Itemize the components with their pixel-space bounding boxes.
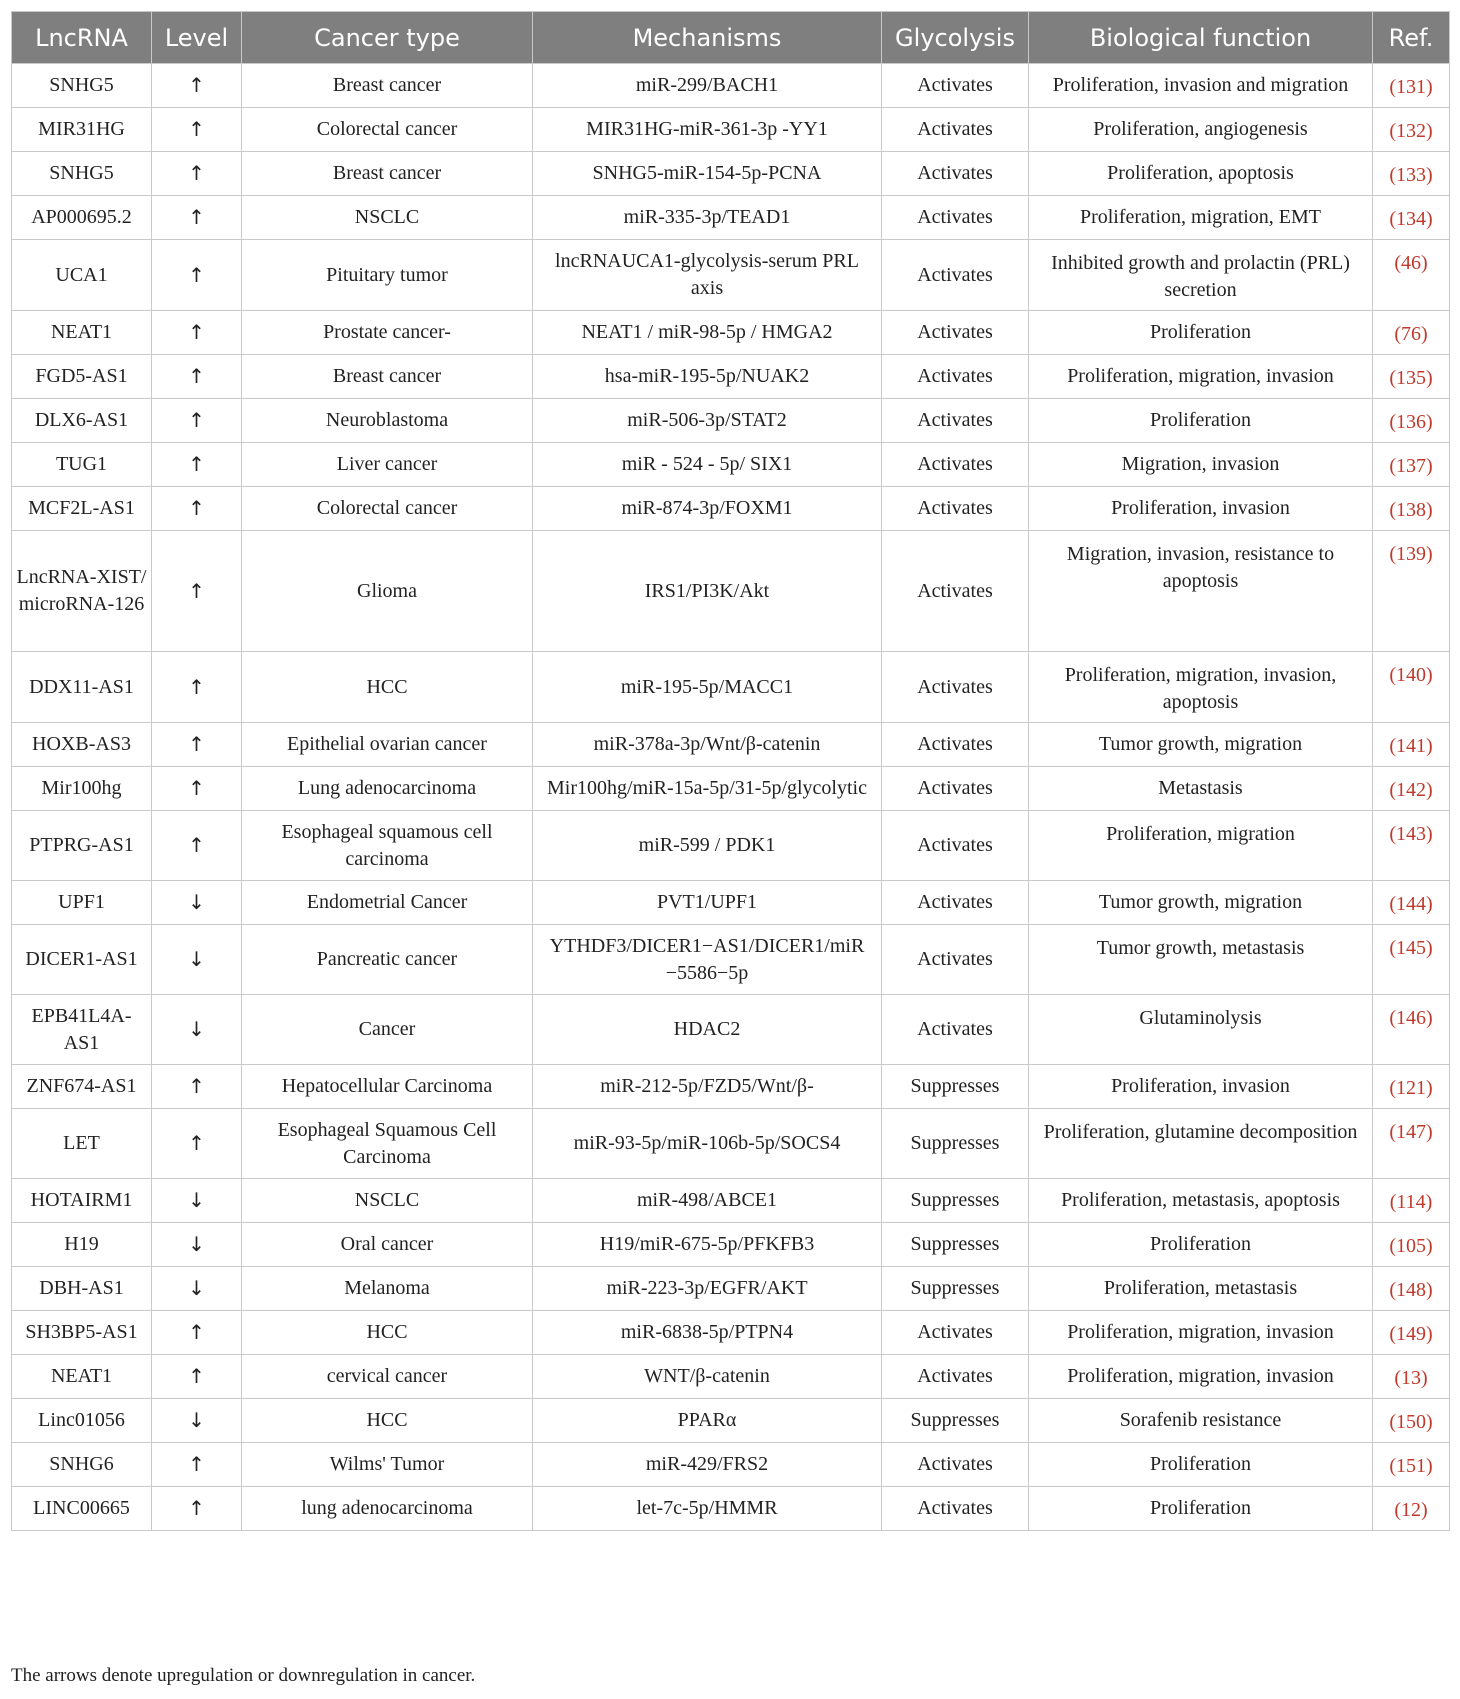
cell-ref: (132) — [1373, 108, 1450, 152]
cell-glycolysis: Activates — [882, 1443, 1029, 1487]
cell-mechanism: miR-195-5p/MACC1 — [533, 652, 882, 723]
cell-biological-function: Proliferation, migration, invasion, apoptosis — [1029, 652, 1373, 723]
cell-ref: (143) — [1373, 811, 1450, 881]
cell-level: ↑ — [152, 355, 242, 399]
cell-glycolysis: Suppresses — [882, 1109, 1029, 1179]
cell-ref: (151) — [1373, 1443, 1450, 1487]
cell-level: ↑ — [152, 1487, 242, 1531]
cell-cancer-type: HCC — [242, 1399, 533, 1443]
table-row — [12, 995, 1450, 1065]
cell-biological-function: Migration, invasion, resistance to apoptosis — [1029, 531, 1373, 652]
cell-ref: (133) — [1373, 152, 1450, 196]
cell-ref: (148) — [1373, 1267, 1450, 1311]
table-row — [12, 811, 1450, 881]
cell-cancer-type: Colorectal cancer — [242, 487, 533, 531]
cell-ref: (105) — [1373, 1223, 1450, 1267]
table-footnote: The arrows denote upregulation or downregulation in cancer. — [11, 1665, 476, 1686]
cell-mechanism: lncRNAUCA1-glycolysis-serum PRL axis — [533, 240, 882, 311]
table-row — [12, 64, 1450, 108]
table-row — [12, 881, 1450, 925]
header-glycolysis: Glycolysis — [882, 12, 1029, 64]
cell-glycolysis: Activates — [882, 811, 1029, 881]
cell-glycolysis: Activates — [882, 925, 1029, 995]
cell-lncrna: MIR31HG — [12, 108, 152, 152]
cell-lncrna: HOTAIRM1 — [12, 1179, 152, 1223]
cell-mechanism: miR-212-5p/FZD5/Wnt/β- — [533, 1065, 882, 1109]
cell-mechanism: HDAC2 — [533, 995, 882, 1065]
cell-glycolysis: Activates — [882, 652, 1029, 723]
cell-glycolysis: Activates — [882, 1355, 1029, 1399]
cell-ref: (140) — [1373, 652, 1450, 723]
cell-level: ↑ — [152, 1065, 242, 1109]
cell-lncrna: LET — [12, 1109, 152, 1179]
cell-glycolysis: Activates — [882, 108, 1029, 152]
cell-glycolysis: Activates — [882, 995, 1029, 1065]
cell-lncrna: SH3BP5-AS1 — [12, 1311, 152, 1355]
cell-level: ↑ — [152, 723, 242, 767]
cell-glycolysis: Activates — [882, 399, 1029, 443]
cell-ref: (137) — [1373, 443, 1450, 487]
cell-cancer-type: Endometrial Cancer — [242, 881, 533, 925]
cell-cancer-type: HCC — [242, 1311, 533, 1355]
table-row — [12, 355, 1450, 399]
cell-cancer-type: Colorectal cancer — [242, 108, 533, 152]
table-row — [12, 1355, 1450, 1399]
cell-glycolysis: Activates — [882, 1487, 1029, 1531]
cell-ref: (13) — [1373, 1355, 1450, 1399]
cell-lncrna: HOXB-AS3 — [12, 723, 152, 767]
cell-level: ↑ — [152, 1109, 242, 1179]
cell-biological-function: Proliferation, migration, EMT — [1029, 196, 1373, 240]
table-row — [12, 767, 1450, 811]
cell-biological-function: Proliferation, angiogenesis — [1029, 108, 1373, 152]
table-row — [12, 487, 1450, 531]
cell-lncrna: UPF1 — [12, 881, 152, 925]
cell-level: ↓ — [152, 881, 242, 925]
cell-glycolysis: Activates — [882, 196, 1029, 240]
cell-biological-function: Proliferation, invasion and migration — [1029, 64, 1373, 108]
cell-glycolysis: Activates — [882, 240, 1029, 311]
cell-glycolysis: Activates — [882, 1311, 1029, 1355]
cell-lncrna: FGD5-AS1 — [12, 355, 152, 399]
table-row — [12, 196, 1450, 240]
cell-mechanism: PVT1/UPF1 — [533, 881, 882, 925]
table-row — [12, 925, 1450, 995]
table-row — [12, 1065, 1450, 1109]
cell-biological-function: Proliferation, glutamine decomposition — [1029, 1109, 1373, 1179]
header-lncrna: LncRNA — [12, 12, 152, 64]
cell-level: ↑ — [152, 399, 242, 443]
header-level: Level — [152, 12, 242, 64]
cell-glycolysis: Suppresses — [882, 1399, 1029, 1443]
cell-cancer-type: Esophageal Squamous Cell Carcinoma — [242, 1109, 533, 1179]
cell-cancer-type: HCC — [242, 652, 533, 723]
cell-biological-function: Proliferation, invasion — [1029, 1065, 1373, 1109]
cell-level: ↑ — [152, 443, 242, 487]
cell-cancer-type: Cancer — [242, 995, 533, 1065]
cell-mechanism: miR-506-3p/STAT2 — [533, 399, 882, 443]
cell-level: ↑ — [152, 487, 242, 531]
cell-lncrna: LncRNA-XIST/ microRNA-126 — [12, 531, 152, 652]
table-row — [12, 240, 1450, 311]
cell-biological-function: Proliferation — [1029, 1443, 1373, 1487]
table-row — [12, 1109, 1450, 1179]
cell-cancer-type: Breast cancer — [242, 355, 533, 399]
cell-ref: (139) — [1373, 531, 1450, 652]
cell-biological-function: Migration, invasion — [1029, 443, 1373, 487]
header-ref: Ref. — [1373, 12, 1450, 64]
cell-lncrna: EPB41L4A-AS1 — [12, 995, 152, 1065]
cell-lncrna: SNHG5 — [12, 152, 152, 196]
cell-level: ↑ — [152, 152, 242, 196]
cell-level: ↑ — [152, 1355, 242, 1399]
cell-ref: (146) — [1373, 995, 1450, 1065]
cell-biological-function: Glutaminolysis — [1029, 995, 1373, 1065]
cell-glycolysis: Activates — [882, 443, 1029, 487]
cell-glycolysis: Suppresses — [882, 1223, 1029, 1267]
table-row — [12, 531, 1450, 652]
table-row — [12, 652, 1450, 723]
cell-cancer-type: NSCLC — [242, 196, 533, 240]
cell-biological-function: Inhibited growth and prolactin (PRL) secretion — [1029, 240, 1373, 311]
cell-cancer-type: Epithelial ovarian cancer — [242, 723, 533, 767]
cell-glycolysis: Suppresses — [882, 1267, 1029, 1311]
table-row — [12, 1223, 1450, 1267]
cell-mechanism: SNHG5-miR-154-5p-PCNA — [533, 152, 882, 196]
cell-lncrna: DBH-AS1 — [12, 1267, 152, 1311]
cell-mechanism: miR-335-3p/TEAD1 — [533, 196, 882, 240]
cell-glycolysis: Activates — [882, 881, 1029, 925]
cell-level: ↑ — [152, 1443, 242, 1487]
cell-glycolysis: Activates — [882, 767, 1029, 811]
cell-cancer-type: cervical cancer — [242, 1355, 533, 1399]
cell-mechanism: NEAT1 / miR-98-5p / HMGA2 — [533, 311, 882, 355]
cell-biological-function: Proliferation, migration — [1029, 811, 1373, 881]
cell-cancer-type: Breast cancer — [242, 64, 533, 108]
cell-biological-function: Proliferation, metastasis — [1029, 1267, 1373, 1311]
cell-biological-function: Tumor growth, migration — [1029, 723, 1373, 767]
cell-lncrna: SNHG6 — [12, 1443, 152, 1487]
header-biological-function: Biological function — [1029, 12, 1373, 64]
cell-ref: (144) — [1373, 881, 1450, 925]
cell-level: ↑ — [152, 311, 242, 355]
cell-cancer-type: Pituitary tumor — [242, 240, 533, 311]
cell-lncrna: UCA1 — [12, 240, 152, 311]
cell-ref: (141) — [1373, 723, 1450, 767]
cell-mechanism: miR-599 / PDK1 — [533, 811, 882, 881]
cell-lncrna: LINC00665 — [12, 1487, 152, 1531]
header-cancer-type: Cancer type — [242, 12, 533, 64]
cell-mechanism: PPARα — [533, 1399, 882, 1443]
table-row — [12, 1311, 1450, 1355]
table-row — [12, 152, 1450, 196]
cell-cancer-type: Wilms' Tumor — [242, 1443, 533, 1487]
lncrna-table-container — [11, 11, 1449, 1531]
table-row — [12, 311, 1450, 355]
cell-cancer-type: Melanoma — [242, 1267, 533, 1311]
cell-glycolysis: Activates — [882, 487, 1029, 531]
cell-ref: (121) — [1373, 1065, 1450, 1109]
cell-lncrna: TUG1 — [12, 443, 152, 487]
cell-level: ↑ — [152, 64, 242, 108]
cell-glycolysis: Activates — [882, 64, 1029, 108]
cell-cancer-type: lung adenocarcinoma — [242, 1487, 533, 1531]
cell-lncrna: Mir100hg — [12, 767, 152, 811]
cell-biological-function: Proliferation, migration, invasion — [1029, 1311, 1373, 1355]
table-row — [12, 723, 1450, 767]
cell-biological-function: Proliferation — [1029, 1487, 1373, 1531]
cell-biological-function: Sorafenib resistance — [1029, 1399, 1373, 1443]
cell-lncrna: DDX11-AS1 — [12, 652, 152, 723]
table-row — [12, 1487, 1450, 1531]
cell-ref: (12) — [1373, 1487, 1450, 1531]
cell-mechanism: hsa-miR-195-5p/NUAK2 — [533, 355, 882, 399]
cell-mechanism: miR-6838-5p/PTPN4 — [533, 1311, 882, 1355]
cell-ref: (114) — [1373, 1179, 1450, 1223]
cell-ref: (142) — [1373, 767, 1450, 811]
cell-mechanism: miR-429/FRS2 — [533, 1443, 882, 1487]
cell-cancer-type: Neuroblastoma — [242, 399, 533, 443]
cell-ref: (147) — [1373, 1109, 1450, 1179]
cell-level: ↑ — [152, 811, 242, 881]
cell-mechanism: miR-93-5p/miR-106b-5p/SOCS4 — [533, 1109, 882, 1179]
cell-ref: (145) — [1373, 925, 1450, 995]
cell-level: ↑ — [152, 240, 242, 311]
cell-lncrna: AP000695.2 — [12, 196, 152, 240]
cell-cancer-type: Oral cancer — [242, 1223, 533, 1267]
cell-ref: (46) — [1373, 240, 1450, 311]
cell-cancer-type: Breast cancer — [242, 152, 533, 196]
cell-glycolysis: Activates — [882, 152, 1029, 196]
cell-mechanism: miR-223-3p/EGFR/AKT — [533, 1267, 882, 1311]
table-row — [12, 443, 1450, 487]
cell-mechanism: miR - 524 - 5p/ SIX1 — [533, 443, 882, 487]
cell-mechanism: IRS1/PI3K/Akt — [533, 531, 882, 652]
table-row — [12, 399, 1450, 443]
cell-lncrna: Linc01056 — [12, 1399, 152, 1443]
cell-biological-function: Tumor growth, metastasis — [1029, 925, 1373, 995]
cell-level: ↑ — [152, 196, 242, 240]
cell-lncrna: H19 — [12, 1223, 152, 1267]
cell-glycolysis: Activates — [882, 723, 1029, 767]
cell-lncrna: DLX6-AS1 — [12, 399, 152, 443]
cell-cancer-type: NSCLC — [242, 1179, 533, 1223]
cell-mechanism: miR-874-3p/FOXM1 — [533, 487, 882, 531]
header-mechanisms: Mechanisms — [533, 12, 882, 64]
cell-lncrna: ZNF674-AS1 — [12, 1065, 152, 1109]
cell-glycolysis: Activates — [882, 355, 1029, 399]
cell-biological-function: Tumor growth, migration — [1029, 881, 1373, 925]
cell-mechanism: YTHDF3/DICER1−AS1/DICER1/miR −5586−5p — [533, 925, 882, 995]
cell-biological-function: Proliferation, migration, invasion — [1029, 1355, 1373, 1399]
table-row — [12, 1399, 1450, 1443]
cell-level: ↓ — [152, 1223, 242, 1267]
cell-level: ↑ — [152, 531, 242, 652]
cell-biological-function: Metastasis — [1029, 767, 1373, 811]
cell-mechanism: let-7c-5p/HMMR — [533, 1487, 882, 1531]
cell-level: ↑ — [152, 767, 242, 811]
cell-glycolysis: Suppresses — [882, 1065, 1029, 1109]
table-row — [12, 108, 1450, 152]
cell-lncrna: NEAT1 — [12, 1355, 152, 1399]
cell-mechanism: miR-299/BACH1 — [533, 64, 882, 108]
cell-biological-function: Proliferation — [1029, 399, 1373, 443]
cell-level: ↑ — [152, 108, 242, 152]
cell-cancer-type: Pancreatic cancer — [242, 925, 533, 995]
cell-biological-function: Proliferation — [1029, 311, 1373, 355]
cell-cancer-type: Glioma — [242, 531, 533, 652]
cell-level: ↓ — [152, 1399, 242, 1443]
cell-glycolysis: Activates — [882, 311, 1029, 355]
cell-cancer-type: Liver cancer — [242, 443, 533, 487]
cell-ref: (149) — [1373, 1311, 1450, 1355]
table-row — [12, 1443, 1450, 1487]
cell-cancer-type: Hepatocellular Carcinoma — [242, 1065, 533, 1109]
cell-ref: (136) — [1373, 399, 1450, 443]
cell-glycolysis: Suppresses — [882, 1179, 1029, 1223]
cell-glycolysis: Activates — [882, 531, 1029, 652]
cell-level: ↑ — [152, 1311, 242, 1355]
cell-ref: (150) — [1373, 1399, 1450, 1443]
cell-lncrna: PTPRG-AS1 — [12, 811, 152, 881]
cell-biological-function: Proliferation — [1029, 1223, 1373, 1267]
cell-level: ↓ — [152, 995, 242, 1065]
cell-lncrna: MCF2L-AS1 — [12, 487, 152, 531]
cell-lncrna: SNHG5 — [12, 64, 152, 108]
cell-cancer-type: Esophageal squamous cell carcinoma — [242, 811, 533, 881]
table-header-row — [12, 12, 1450, 64]
table-row — [12, 1179, 1450, 1223]
cell-mechanism: H19/miR-675-5p/PFKFB3 — [533, 1223, 882, 1267]
table-row — [12, 1267, 1450, 1311]
cell-mechanism: MIR31HG-miR-361-3p -YY1 — [533, 108, 882, 152]
cell-level: ↓ — [152, 1179, 242, 1223]
cell-lncrna: NEAT1 — [12, 311, 152, 355]
cell-mechanism: WNT/β-catenin — [533, 1355, 882, 1399]
cell-cancer-type: Lung adenocarcinoma — [242, 767, 533, 811]
cell-biological-function: Proliferation, invasion — [1029, 487, 1373, 531]
cell-lncrna: DICER1-AS1 — [12, 925, 152, 995]
cell-ref: (134) — [1373, 196, 1450, 240]
cell-ref: (135) — [1373, 355, 1450, 399]
cell-ref: (138) — [1373, 487, 1450, 531]
cell-ref: (76) — [1373, 311, 1450, 355]
cell-level: ↑ — [152, 652, 242, 723]
cell-cancer-type: Prostate cancer- — [242, 311, 533, 355]
cell-biological-function: Proliferation, apoptosis — [1029, 152, 1373, 196]
cell-mechanism: miR-498/ABCE1 — [533, 1179, 882, 1223]
cell-ref: (131) — [1373, 64, 1450, 108]
cell-mechanism: Mir100hg/miR-15a-5p/31-5p/glycolytic — [533, 767, 882, 811]
cell-level: ↓ — [152, 925, 242, 995]
cell-biological-function: Proliferation, migration, invasion — [1029, 355, 1373, 399]
cell-biological-function: Proliferation, metastasis, apoptosis — [1029, 1179, 1373, 1223]
lncrna-table — [11, 11, 1450, 1531]
cell-mechanism: miR-378a-3p/Wnt/β-catenin — [533, 723, 882, 767]
cell-level: ↓ — [152, 1267, 242, 1311]
